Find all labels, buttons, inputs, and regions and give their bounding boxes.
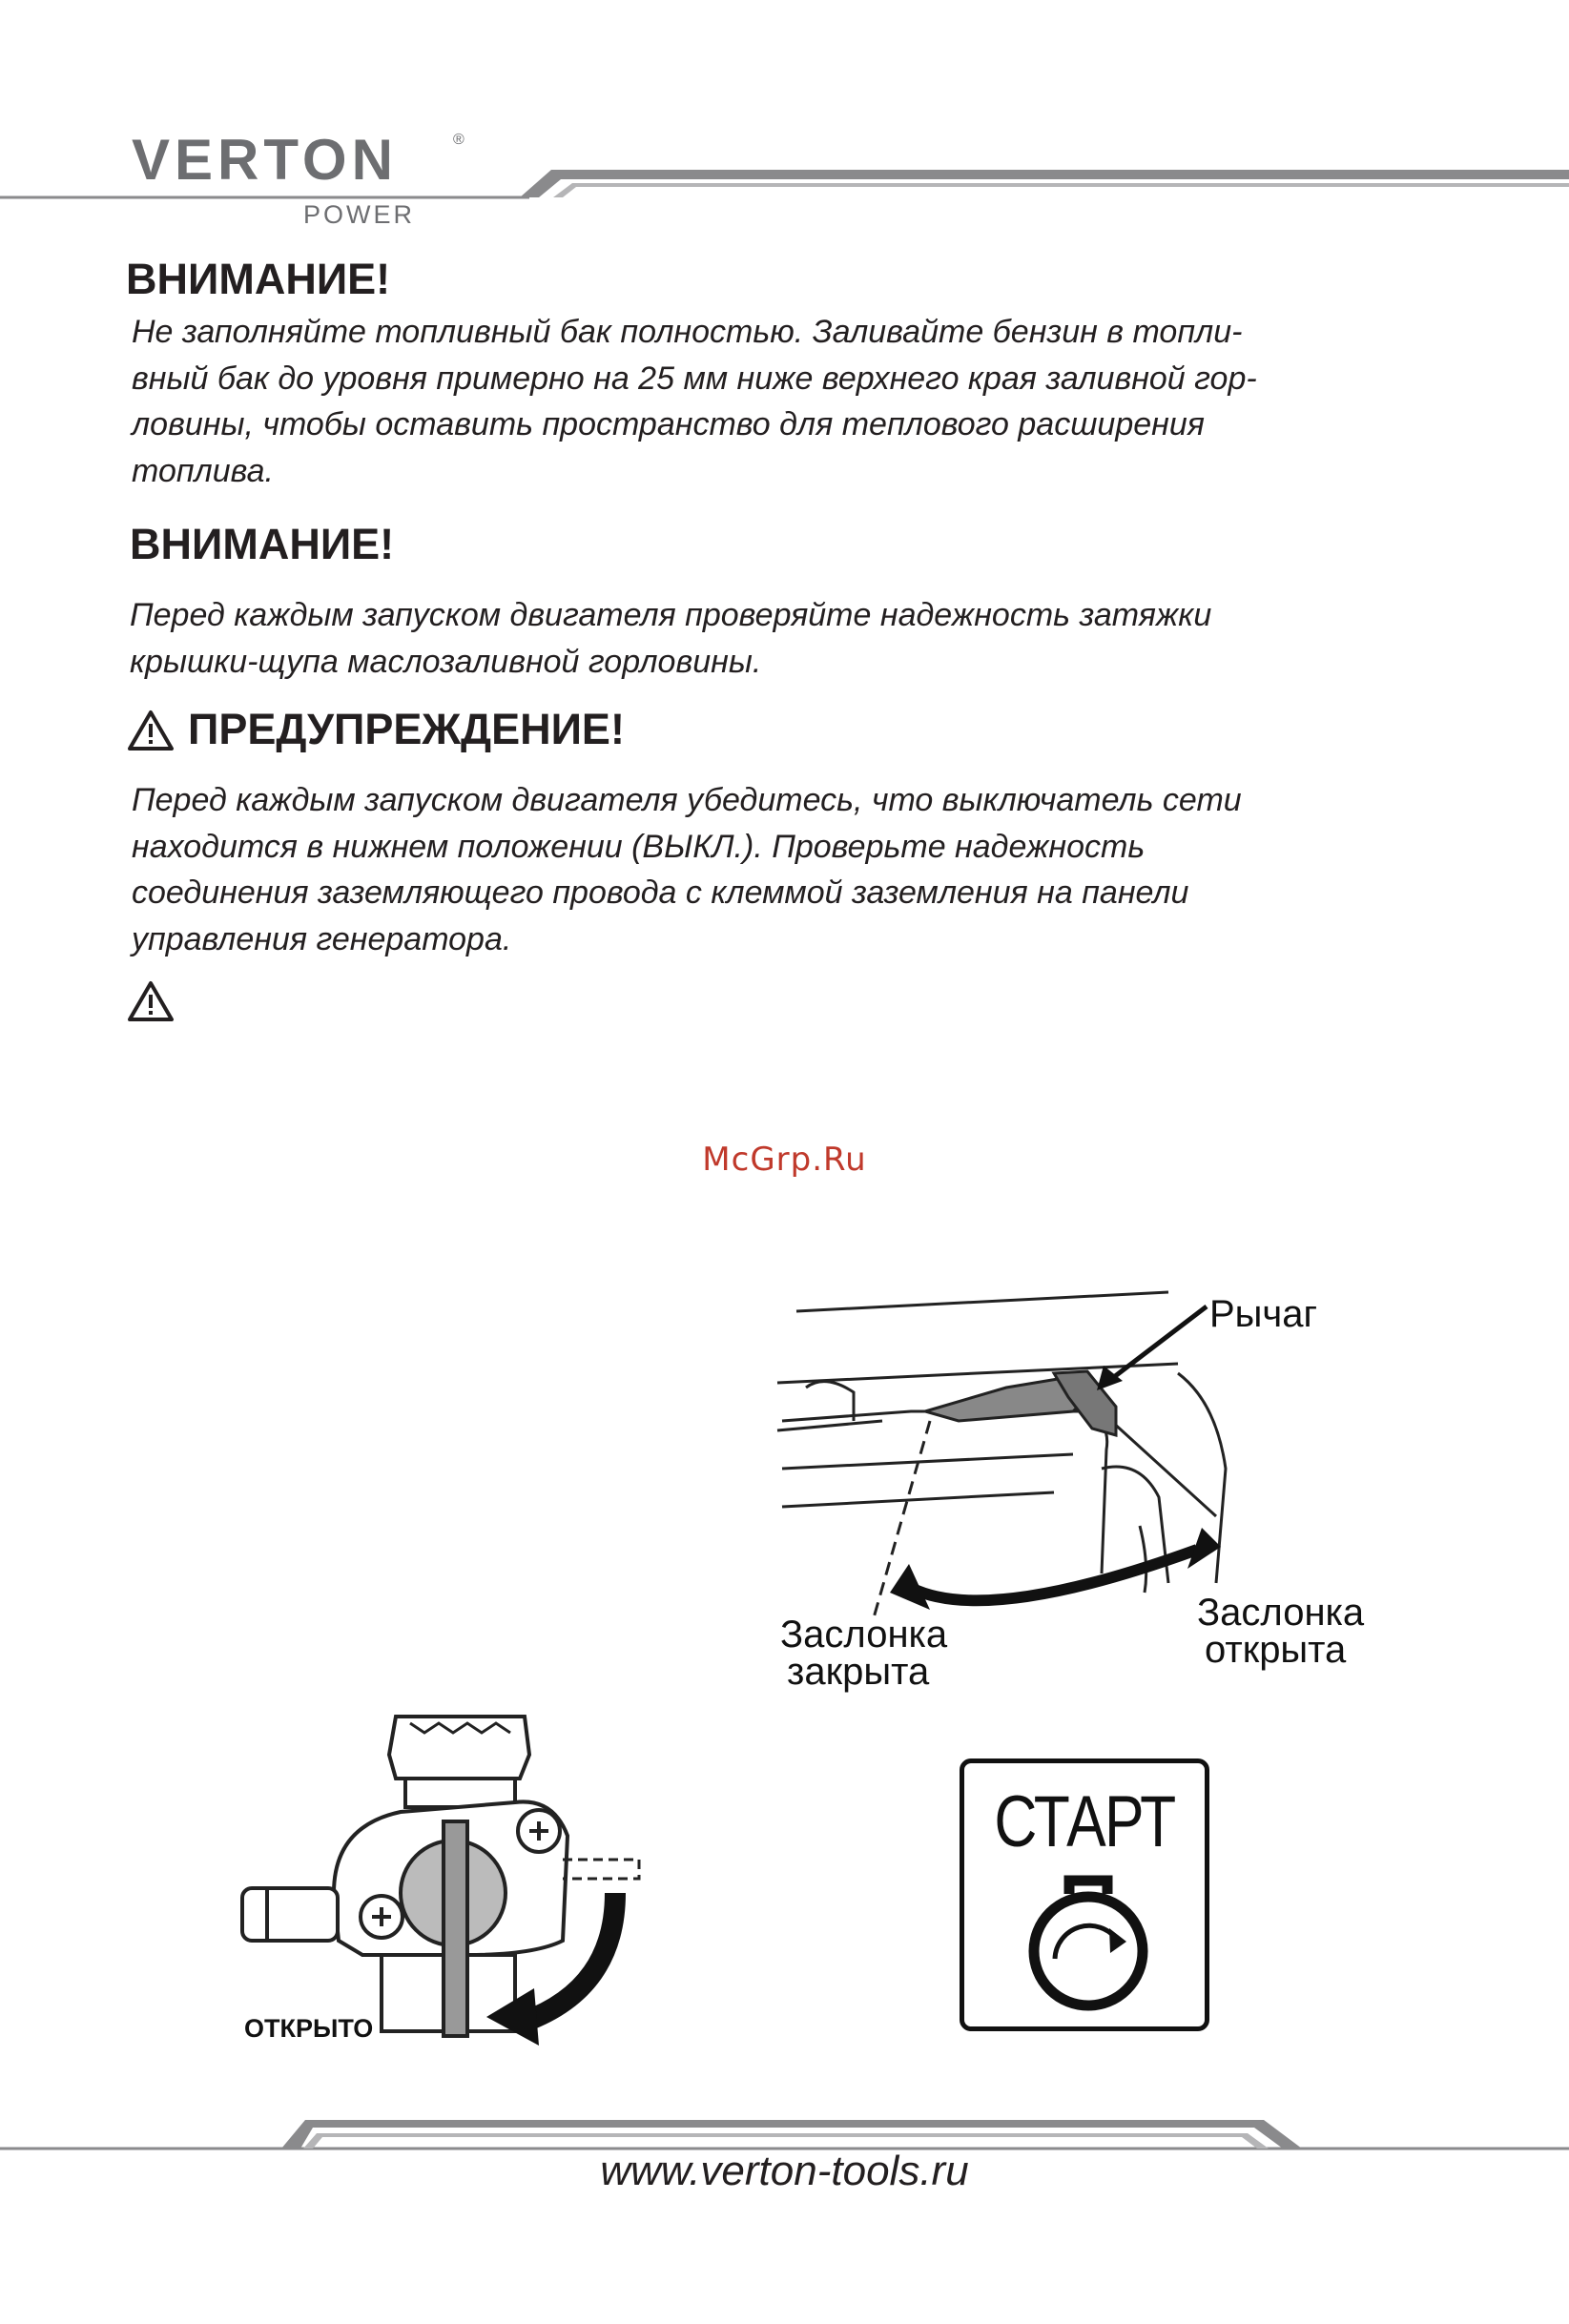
section-heading-warning: ПРЕДУПРЕЖДЕНИЕ!: [188, 705, 625, 753]
text-line: крышки-щупа маслозаливной горловины.: [130, 643, 762, 680]
text-line: находится в нижнем положении (ВЫКЛ.). Проверьте надежность: [132, 828, 1146, 865]
footer-url: www.verton-tools.ru: [600, 2148, 969, 2194]
choke-closed-label-line2: закрыта: [787, 1651, 930, 1693]
fuel-valve-open-label: ОТКРЫТО: [244, 2014, 374, 2043]
engine-start-icon: [1017, 1873, 1160, 2016]
text-line: соединения заземляющего провода с клеммой заземления на панели: [132, 874, 1189, 911]
text-line: Перед каждым запуском двигателя убедитесь, что выключатель сети: [132, 782, 1242, 818]
text-line: вный бак до уровня примерно на 25 мм ниже верхнего края заливной гор-: [132, 360, 1257, 397]
text-line: ловины, чтобы оставить пространство для теплового расширения: [132, 406, 1205, 442]
start-sign-label: СТАРТ: [994, 1781, 1175, 1862]
start-sign: [960, 1758, 1209, 2031]
warning-triangle-icon: [127, 710, 175, 751]
section-heading-attention-1: ВНИМАНИЕ!: [126, 255, 391, 303]
section-text-1: [132, 309, 1413, 494]
text-line: Перед каждым запуском двигателя проверяйте надежность затяжки: [130, 597, 1212, 633]
brand-logo: VERTON: [132, 128, 398, 192]
choke-open-label-line1: Заслонка: [1197, 1592, 1365, 1634]
choke-open-label-line2: открыта: [1205, 1629, 1347, 1671]
registered-mark: ®: [453, 132, 465, 148]
choke-closed-label-line1: Заслонка: [780, 1614, 948, 1656]
text-line: Не заполняйте топливный бак полностью. Заливайте бензин в топли-: [132, 314, 1243, 350]
section-heading-attention-2: ВНИМАНИЕ!: [130, 520, 395, 568]
brand-subtitle: POWER: [303, 200, 416, 229]
watermark: McGrp.Ru: [702, 1141, 867, 1179]
text-line: топлива.: [132, 452, 274, 489]
section-text-3: [132, 777, 1413, 962]
fuel-valve-illustration: [229, 1712, 658, 2055]
text-line: управления генератора.: [132, 920, 512, 957]
warning-triangle-icon: [127, 980, 175, 1022]
choke-lever-label: Рычаг: [1209, 1293, 1318, 1335]
header-rule: [0, 153, 1569, 200]
section-text-2: [130, 592, 1411, 685]
